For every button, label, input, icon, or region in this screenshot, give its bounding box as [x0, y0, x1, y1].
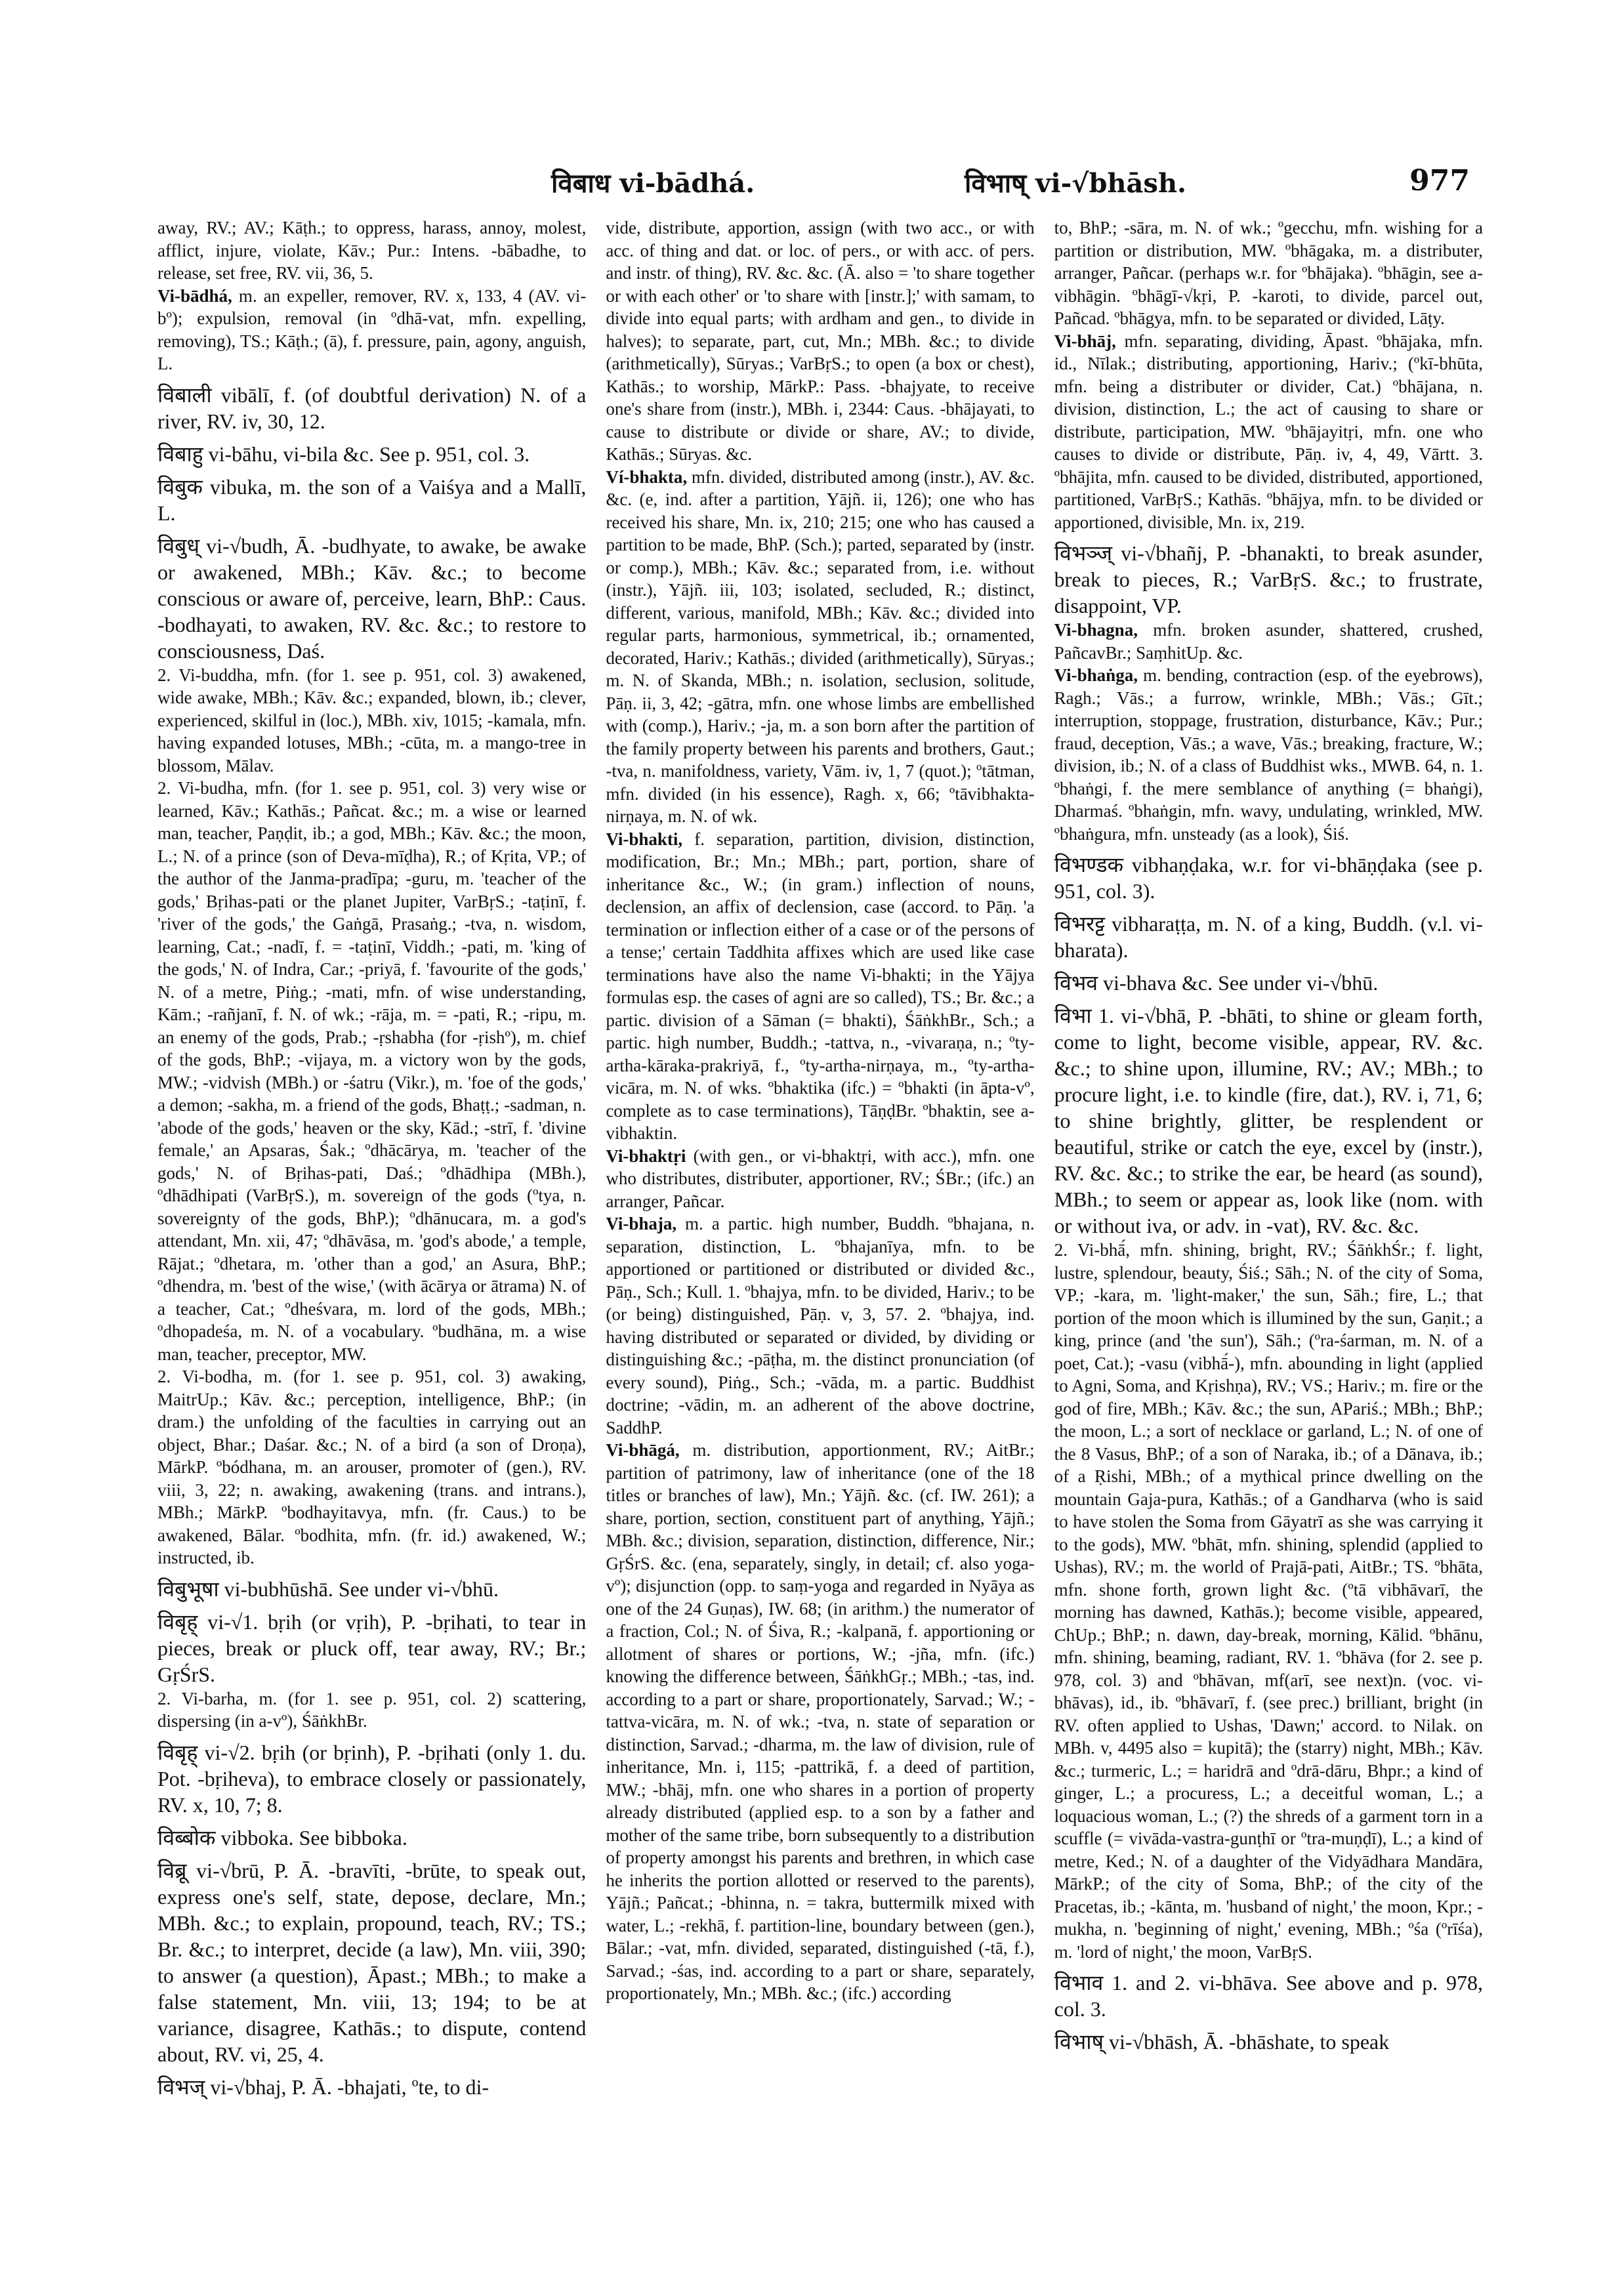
entry-headword: Vi-bhāj, [1054, 331, 1116, 351]
entry-text: 2. Vi-buddha, mfn. (for 1. see p. 951, col. 3) awakened, wide awake, MBh.; Kāv. &c.; expanded, blown, ib.; clever, experienced, skilful in (loc.), MBh. xiv, 1015; -kamala, mfn. having expanded lotuses, MBh.; -cūta, m. a mango-tree in blossom, Mālav. [157, 665, 587, 775]
entry-text: विब्बोक vibboka. See bibboka. [157, 1825, 407, 1850]
entry-text: विब्रू vi-√brū, P. Ā. -bravīti, -brūte, to speak out, express one's self, state, depose, declare, Mn.; MBh. &c.; to explain, propound, teach, RV.; TS.; Br. &c.; to interpret, decide (a law), Mn. viii, 390; to answer (a question), Āpast.; MBh.; to make a false statement, Mn. viii, 13; 194; to be at variance, disagree, Kathās.; to dispute, contend about, RV. vi, 25, 4. [157, 1858, 587, 2066]
entry-headword: Vi-bhagna, [1054, 620, 1138, 640]
entry-headword: Vi-bādhá, [157, 285, 232, 306]
entry-text: विभरट्ट vibharaṭṭa, m. N. of a king, Buddh. (v.l. vi-bharata). [1054, 912, 1483, 962]
entry-text: विबुभूषा vi-bubhūshā. See under vi-√bhū. [157, 1577, 499, 1601]
dictionary-entry [1054, 1970, 1483, 2022]
entry-text: 2. Vi-bhā́, mfn. shining, bright, RV.; ŚāṅkhŚr.; f. light, lustre, splendour, beauty, Śiś.; Sāh.; N. of the city of Soma, VP.; -kara, m. 'light-maker,' the sun, Sāh.; fire, L.; that portion of the moon which is illumined by the sun, Gaṇit.; a king, prince (and 'the sun'), Sāh.; (ºra-śarman, m. N. of a poet, Cat.); -vasu (vibhā́-), mfn. abounding in light (applied to Agni, Soma, and Kṛishṇa), RV.; VS.; Hariv.; m. fire or the god of fire, MBh.; Kāv. &c.; the sun, APariś.; MBh.; BhP.; the moon, L.; a sort of necklace or garland, L.; N. of one of the 8 Vasus, BhP.; of a son of Naraka, ib.; of a Dānava, ib.; of a Ṛishi, MBh.; of a mythical prince dwelling on the mountain Gaja-pura, Kathās.; of a Gandharva (who is said to have stolen the Soma from Gāyatrī as she was carrying it to the gods), MW. ºbhāt, mfn. shining, splendid (applied to Ushas), RV.; m. the world of Prajā-pati, AitBr.; TS. ºbhāta, mfn. shone forth, grown light &c. (ºtā vibhāvarī, the morning has dawned, Kathās.); become visible, appeared, ChUp.; BhP.; n. dawn, day-break, morning, Kālid. ºbhānu, mfn. shining, beaming, radiant, RV. 1. ºbhāva (for 2. see p. 978, col. 3) and ºbhāvan, mf(arī, see next)n. (voc. vi-bhāvas), id., ib. ºbhāvarī, f. (see prec.) brilliant, bright (in RV. often applied to Ushas, 'Dawn;' accord. to Nilak. on MBh. v, 4495 also = kupitā); the (starry) night, MBh.; Kāv. &c.; turmeric, L.; = haridrā and ºdrā-dāru, Bhpr.; a kind of ginger, L.; a procuress, L.; a deceitful woman, L.; a loquacious woman, L.; (?) the shreds of a garment torn in a scuffle (= vivāda-vastra-gunṭhī or ºtra-muṇḍī), L.; a kind of metre, Ked.; N. of a daughter of the Vidyādhara Mandāra, MārkP.; of the city of Soma, BhP.; of the city of the Pracetas, ib.; -kānta, m. 'husband of night,' the moon, Kpr.; -mukha, n. 'beginning of night,' evening, MBh.; ºśa (ºrīśa), m. 'lord of night,' the moon, VarBṛS. [1054, 1240, 1483, 1962]
dictionary-entry [606, 1212, 1034, 1439]
entry-text: m. an expeller, remover, RV. x, 133, 4 (AV. vi-bº); expulsion, removal (in ºdhā-vat, mfn. expelling, removing), TS.; Kāṭh.; (ā), f. pressure, pain, agony, anguish, L. [157, 285, 587, 373]
dictionary-entry [157, 1609, 586, 1687]
dictionary-entry [157, 777, 586, 1365]
dictionary-entry [157, 474, 586, 526]
entry-headword: Ví-bhakta, [606, 466, 688, 487]
dictionary-entry [606, 217, 1034, 466]
dictionary-entry [606, 828, 1034, 1145]
dictionary-entry [157, 664, 586, 777]
entry-headword: Vi-bhāgá, [606, 1440, 680, 1460]
dictionary-entry [1054, 217, 1483, 330]
column-1 [157, 217, 586, 2250]
dictionary-entry [157, 217, 586, 285]
entry-text: to, BhP.; -sāra, m. N. of wk.; ºgecchu, mfn. wishing for a partition or distribution, MW. ºbhāgaka, m. a distributer, arranger, Pañcar. (perhaps w.r. for ºbhājaka). ºbhāgin, see a-vibhāgin. ºbhāgī-√kṛi, P. -karoti, to divide, parcel out, Pañcad. ºbhāgya, mfn. to be separated or divided, Lāṭy. [1054, 218, 1483, 328]
entry-text: (with gen., or vi-bhaktṛi, with acc.), mfn. one who distributes, distributer, apportioner, RV.; ŚBr.; (ifc.) an arranger, Pañcar. [606, 1146, 1035, 1211]
entry-text: 2. Vi-budha, mfn. (for 1. see p. 951, col. 3) very wise or learned, Kāv.; Kathās.; Pañcat. &c.; m. a wise or learned man, teacher, Paṇḍit, ib.; a god, MBh.; Kāv. &c.; the moon, L.; N. of a prince (son of Deva-mīḍha), R.; of Kṛita, VP.; of the author of the Janma-pradīpa; -guru, m. 'teacher of the gods,' Bṛihas-pati or the planet Jupiter, VarBṛS.; -taṭinī, f. 'river of the gods,' the Gaṅgā, Prasaṅg.; -tva, n. wisdom, learning, Cat.; -nadī, f. = -taṭinī, Viddh.; -pati, m. 'king of the gods,' N. of Indra, Car.; -priyā, f. 'favourite of the gods,' N. of a metre, Piṅg.; -mati, mfn. of wise understanding, Kām.; -rañjanī, f. N. of wk.; -rāja, m. = -pati, R.; -ripu, m. an enemy of the gods, Prab.; -ṛshabha (for -ṛishº), m. chief of the gods, BhP.; -vijaya, m. a victory won by the gods, MW.; -vidvish (MBh.) or -śatru (Vikr.), m. 'foe of the gods,' a demon; -sakha, m. a friend of the gods, Bhaṭṭ.; -sadman, n. 'abode of the gods,' heaven or the sky, Kād.; -strī, f. 'divine female,' an Apsaras, Śak.; ºdhācārya, m. 'teacher of the gods,' N. of Bṛihas-pati, Daś.; ºdhādhipa (MBh.), ºdhādhipati (VarBṛS.), m. sovereign of the gods (ºtya, n. sovereignty of the gods, BhP.); ºdhānucara, m. a god's attendant, Mn. xii, 47; ºdhāvāsa, m. 'god's abode,' a temple, Rājat.; ºdhetara, m. 'other than a god,' an Asura, BhP.; ºdhendra, m. 'best of the wise,' (with ācārya or ātrama) N. of a teacher, Cat.; ºdheśvara, m. lord of the gods, MBh.; ºdhopadeśa, m. N. of a vocabulary. ºbudhāna, m. a wise man, teacher, preceptor, MW. [157, 778, 587, 1364]
entry-text: विभज् vi-√bhaj, P. Ā. -bhajati, ºte, to di- [157, 2075, 489, 2099]
dictionary-entry [157, 533, 586, 664]
entry-text: 2. Vi-barha, m. (for 1. see p. 951, col. 2) scattering, dispersing (in a-vº), ŚāṅkhBr. [157, 1688, 587, 1731]
entry-text: विबृह् vi-√1. bṛih (or vṛih), P. -bṛihati, to tear in pieces, break or pluck off, tear away, RV.; Br.; GṛŚrS. [157, 1609, 587, 1686]
dictionary-entry [157, 1576, 586, 1602]
entry-text: m. distribution, apportionment, RV.; AitBr.; partition of patrimony, law of inheritance (one of the 18 titles or branches of law), Mn.; Yājñ. &c. (cf. IW. 261); a share, portion, section, constituent part of anything, Yājñ.; MBh. &c.; division, separation, distinction, difference, Nir.; GṛŚrS. &c. (ena, separately, singly, in detail; cf. also yoga-vº); disjunction (opp. to saṃ-yoga and regarded in Nyāya as one of the 24 Guṇas), IW. 68; (in arithm.) the numerator of a fraction, Col.; N. of Śiva, R.; -kalpanā, f. apportioning or allotment of shares or portions, W.; -jña, mfn. (ifc.) knowing the difference between, ŚāṅkhGṛ.; MBh.; -tas, ind. according to a part or share, proportionately, Sarvad.; W.; -tattva-vicāra, m. N. of wk.; -tva, n. state of separation or distinction, Sarvad.; -dharma, m. the law of division, rule of inheritance, Mn. i, 115; -pattrikā, f. a deed of partition, MW.; -bhāj, mfn. one who shares in a portion of property already distributed (applied esp. to a son by a father and mother of the same tribe, born subsequently to a distribution of property amongst his parents and brethren, in which case he inherits the portion allotted or reserved to the parents), Yājñ.; Pañcat.; -bhinna, n. = takra, buttermilk mixed with water, L.; -rekhā, f. partition-line, boundary between (gen.), Bālar.; -vat, mfn. divided, separated, distinguished (-tā, f.), Sarvad.; -śas, ind. according to a part or share, separately, proportionately, Mn.; MBh. &c.; (ifc.) according [606, 1440, 1035, 2003]
entry-headword: Vi-bhaktṛi [606, 1146, 686, 1166]
entry-text: mfn. separating, dividing, Āpast. ºbhājaka, mfn. id., Nīlak.; distributing, apportioning, Hariv.; (ºkī-bhūta, mfn. being a distributer or divider, Cat.) ºbhājana, n. division, distinction, L.; the act of causing to share or distribute, participation, MW. ºbhājayitṛi, mfn. one who causes to divide or distribute, Pāṇ. iv, 4, 49, Vārtt. 3. ºbhājita, mfn. caused to be divided, distributed, apportioned, partitioned, VarBṛS.; Kathās. ºbhājya, mfn. to be divided or apportioned, divisible, Mn. ix, 219. [1054, 331, 1483, 532]
entry-text: विबृह् vi-√2. bṛih (or bṛinh), P. -bṛihati (only 1. du. Pot. -bṛiheva), to embrace closely or passionately, RV. x, 10, 7; 8. [157, 1740, 587, 1817]
dictionary-entry [1054, 540, 1483, 619]
dictionary-entry [157, 382, 586, 434]
entry-text: विभा 1. vi-√bhā, P. -bhāti, to shine or gleam forth, come to light, become visible, appear, RV. &c. &c.; to shine upon, illumine, RV.; AV.; MBh.; to procure light, i.e. to kindle (fire, dat.), RV. i, 71, 6; to shine brightly, glitter, be resplendent or beautiful, strike or catch the eye, excel by (instr.), RV. &c. &c.; to strike the ear, be heard (as sound), MBh.; to seem or appear as, look like (nom. with or without iva, or adv. in -vat), RV. &c. &c. [1054, 1004, 1483, 1237]
header-left-guideword: विबाध vi-bādhá. [551, 168, 755, 199]
dictionary-entry [1054, 619, 1483, 664]
entry-text: m. bending, contraction (esp. of the eyebrows), Ragh.; Vās.; a furrow, wrinkle, MBh.; Vās.; Gīt.; interruption, stoppage, frustration, disturbance, Kāv.; Pur.; fraud, deception, Vās.; a wave, Vās.; breaking, fracture, W.; division, ib.; N. of a class of Buddhist wks., MWB. 64, n. 1. ºbhaṅgi, f. the mere semblance of anything (= bhaṅgi), Dharmaś. ºbhaṅgin, mfn. wavy, undulating, wrinkled, MW. ºbhaṅgura, mfn. unsteady (as a look), Śiś. [1054, 665, 1483, 844]
entry-text: mfn. broken asunder, shattered, crushed, PañcavBr.; SaṃhitUp. &c. [1054, 620, 1483, 663]
entry-headword: Vi-bhaja, [606, 1214, 677, 1233]
entry-text: विभञ्ज् vi-√bhañj, P. -bhanakti, to break asunder, break to pieces, R.; VarBṛS. &c.; to frustrate, disappoint, VP. [1054, 541, 1483, 617]
dictionary-entry [157, 1825, 586, 1851]
dictionary-entry [1054, 330, 1483, 534]
dictionary-entry [157, 1857, 586, 2067]
running-header [157, 164, 1470, 210]
dictionary-entry [157, 1687, 586, 1733]
dictionary-entry [157, 441, 586, 467]
column-3 [1054, 217, 1483, 2250]
dictionary-entry [157, 1365, 586, 1569]
dictionary-entry [1054, 1003, 1483, 1239]
entry-headword: Vi-bhakti, [606, 829, 683, 849]
dictionary-entry [606, 1145, 1034, 1213]
entry-text: विबुध् vi-√budh, Ā. -budhyate, to awake, be awake or awakened, MBh.; Kāv. &c.; to become conscious or aware of, perceive, learn, BhP.: Caus. -bodhayati, to awaken, RV. &c. &c.; to restore to consciousness, Daś. [157, 533, 587, 663]
column-2 [606, 217, 1034, 2250]
dictionary-entry [1054, 911, 1483, 963]
entry-text: विबुक vibuka, m. the son of a Vaiśya and a Mallī, L. [157, 474, 587, 525]
entry-text: 2. Vi-bodha, m. (for 1. see p. 951, col. 3) awaking, MaitrUp.; Kāv. &c.; perception, intelligence, BhP.; (in dram.) the unfolding of the faculties in carrying out an object, Bhar.; Daśar. &c.; N. of a bird (a son of Droṇa), MārkP. ºbódhana, m. an arouser, promoter of (gen.), RV. viii, 3, 22; n. awaking, awakening (trans. and intrans.), MBh.; MārkP. ºbodhayitavya, mfn. (fr. Caus.) to be awakened, Bālar. ºbodhita, mfn. (fr. id.) awakened, W.; instructed, ib. [157, 1367, 587, 1567]
dictionary-entry [1054, 2029, 1483, 2055]
entry-text: विबाली vibālī, f. (of doubtful derivation) N. of a river, RV. iv, 30, 12. [157, 382, 587, 433]
dictionary-entry [157, 2074, 586, 2100]
dictionary-entry [1054, 852, 1483, 904]
columns [157, 217, 1483, 2250]
entry-text: vide, distribute, apportion, assign (with two acc., or with acc. of thing and dat. or loc. of pers., or with acc. of pers. and instr. of thing), RV. &c. &c. (Ā. also = 'to share together or with each other' or 'to share with [instr.];' with samam, to divide into equal parts; with ardham and gen., to divide in halves); to separate, part, cut, Mn.; MBh. &c.; to divide (arithmetically), Sūryas.; VarBṛS.; to open (a box or chest), Kathās.; to worship, MārkP.: Pass. -bhajyate, to receive one's share from (instr.), MBh. i, 2344: Caus. -bhājayati, to cause to distribute or divide or share, AV.; to divide, Kathās.; Sūryas. &c. [606, 218, 1035, 464]
entry-text: विबाहु vi-bāhu, vi-bila &c. See p. 951, col. 3. [157, 442, 530, 466]
dictionary-entry [606, 1439, 1034, 2005]
entry-text: विभव vi-bhava &c. See under vi-√bhū. [1054, 971, 1379, 995]
dictionary-entry [157, 285, 586, 375]
entry-text: m. a partic. high number, Buddh. ºbhajana, n. separation, distinction, L. ºbhajanīya, mfn. to be apportioned or partitioned or distributed or divided &c., Pāṇ., Sch.; Kull. 1. ºbhajya, mfn. to be divided, Hariv.; to be (or being) distinguished, Pāṇ. v, 3, 57. 2. ºbhajya, ind. having distributed or separated or divided, by dividing or distinguishing &c.; -pāṭha, m. the distinct pronunciation (of every sound), Piṅg., Sch.; -vāda, m. a partic. Buddhist doctrine; -vādin, m. an adherent of the above doctrine, SaddhP. [606, 1214, 1035, 1437]
entry-text: f. separation, partition, division, distinction, modification, Br.; Mn.; MBh.; part, portion, share of inheritance &c., W.; (in gram.) inflection of nouns, declension, an affix of declension, case (accord. to Pāṇ. 'a termination or inflection either of a case or of the persons of a tense;' certain Taddhita affixes which are used like case terminations have also the name Vi-bhakti; in the Yājya formulas esp. the cases of agni are so called), TS.; Br. &c.; a partic. division of a Sāman (= bhakti), ŚāṅkhBr., Sch.; a partic. high number, Buddh.; -tattva, n., -vivaraṇa, n.; ºty-artha-kāraka-prakriyā, f., ºty-artha-nirṇaya, m., ºty-artha-vicāra, m. N. of wks. ºbhaktika (ifc.) = ºbhakti (in āpta-vº, complete as to case terminations), TāṇḍBr. ºbhaktin, see a-vibhaktin. [606, 829, 1035, 1143]
entry-text: विभण्डक vibhaṇḍaka, w.r. for vi-bhāṇḍaka (see p. 951, col. 3). [1054, 853, 1483, 903]
page-number: 977 [1409, 164, 1470, 197]
dictionary-entry [606, 466, 1034, 828]
dictionary-entry [1054, 664, 1483, 845]
dictionary-entry [1054, 1239, 1483, 1963]
entry-text: away, RV.; AV.; Kāṭh.; to oppress, harass, annoy, molest, afflict, injure, violate, Kāv.; Pur.: Intens. -bābadhe, to release, set free, RV. vii, 36, 5. [157, 218, 587, 283]
entry-text: विभाष् vi-√bhāsh, Ā. -bhāshate, to speak [1054, 2030, 1390, 2054]
dictionary-entry [1054, 970, 1483, 996]
entry-headword: Vi-bhaṅga, [1054, 665, 1138, 685]
entry-text: विभाव 1. and 2. vi-bhāva. See above and p. 978, col. 3. [1054, 1971, 1483, 2021]
entry-text: mfn. divided, distributed among (instr.), AV. &c. &c. (e, ind. after a partition, Yājñ. ii, 126); one who has received his share, Mn. ix, 210; 215; one who has caused a partition to be made, BhP. (Sch.); parted, separated by (instr. or comp.), MBh.; Kāv. &c.; separated from, i.e. without (instr.), Yājñ. iii, 103; isolated, secluded, R.; distinct, different, various, manifold, MBh.; Kāv. &c.; divided into regular parts, harmonious, symmetrical, ib.; ornamented, decorated, Hariv.; Kathās.; divided (arithmetically), Sūryas.; m. N. of Skanda, MBh.; n. isolation, seclusion, solitude, Pāṇ. ii, 3, 42; -gātra, mfn. one whose limbs are embellished with (comp.), Hariv.; -ja, m. a son born after the partition of the family property between his parents and brothers, Gaut.; -tva, n. manifoldness, variety, Vām. iv, 1, 7 (quot.); ºtātman, mfn. divided (in his essence), Ragh. x, 66; ºtāvibhakta-nirṇaya, m. N. of wk. [606, 466, 1035, 826]
dictionary-entry [157, 1739, 586, 1818]
header-right-guideword: विभाष् vi-√bhāsh. [965, 168, 1186, 199]
